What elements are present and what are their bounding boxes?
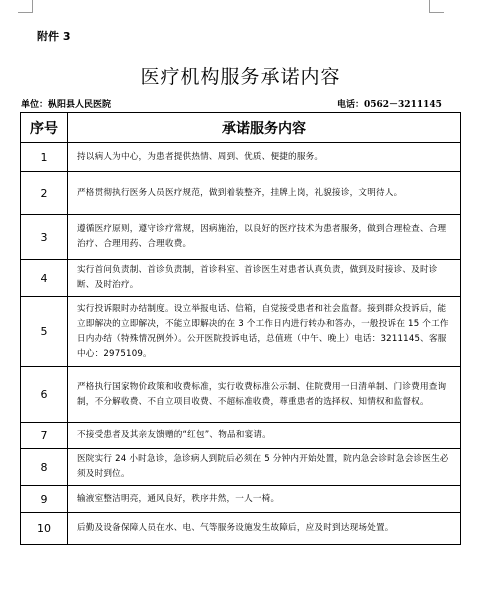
table-row (21, 513, 461, 545)
unit-line: 单位：枞阳县人民医院 (21, 100, 112, 110)
row-content: 输液室整洁明亮，通风良好，秩序井然，一人一椅。 (68, 486, 461, 513)
page-title: 医疗机构服务承诺内容 (140, 66, 341, 88)
row-number: 8 (21, 449, 68, 486)
table-header-row (21, 113, 461, 143)
row-content: 严格贯彻执行医务人员医疗规范，做到着装整齐，挂牌上岗，礼貌接诊，文明待人。 (68, 172, 461, 215)
table-row (21, 486, 461, 513)
table-row (21, 260, 461, 297)
table-row (21, 423, 461, 449)
row-number: 7 (21, 423, 68, 449)
row-number: 5 (21, 297, 68, 367)
row-content: 持以病人为中心，为患者提供热情、周到、优质、便捷的服务。 (68, 143, 461, 172)
row-content: 医院实行 24 小时急诊，急诊病人到院后必须在 5 分钟内开始处置，院内急会诊时急会诊医生必须及时到位。 (68, 449, 461, 486)
row-content: 实行首问负责制、首诊负责制，首诊科室、首诊医生对患者认真负责，做到及时接诊、及时诊断、及时治疗。 (68, 260, 461, 297)
table-row (21, 297, 461, 367)
row-number: 6 (21, 367, 68, 423)
row-number: 1 (21, 143, 68, 172)
row-content: 严格执行国家物价政策和收费标准，实行收费标准公示制、住院费用一日清单制、门诊费用查询制，不分解收费、不自立项目收费、不超标准收费，尊重患者的选择权、知情权和监督权。 (68, 367, 461, 423)
row-content: 后勤及设备保障人员在水、电、气等服务设施发生故障后，应及时到达现场处置。 (68, 513, 461, 545)
row-content: 实行投诉限时办结制度。设立举报电话、信箱，自觉接受患者和社会监督。接到群众投诉后，能立即解决的立即解决，不能立即解决的在 3 个工作日内进行转办和答办，一般投诉在 15 个工作日内办结（特殊情况例外）。公开医院投诉电话，总值班（中午、晚上）电话：3211145、客服中心：2975109。 (68, 297, 461, 367)
column-header-number: 序号 (21, 113, 68, 143)
row-number: 9 (21, 486, 68, 513)
row-number: 10 (21, 513, 68, 545)
row-number: 3 (21, 215, 68, 260)
phone-line: 电话：0562－3211145 (337, 100, 442, 110)
commitment-table (20, 112, 461, 545)
crop-mark-right (429, 0, 444, 13)
table-row (21, 143, 461, 172)
column-header-content: 承诺服务内容 (68, 113, 461, 143)
table-row (21, 172, 461, 215)
table-row (21, 215, 461, 260)
row-number: 2 (21, 172, 68, 215)
table-row (21, 449, 461, 486)
attachment-label: 附件 3 (37, 30, 71, 43)
table-row (21, 367, 461, 423)
crop-mark-left (18, 0, 33, 13)
row-number: 4 (21, 260, 68, 297)
row-content: 不接受患者及其亲友馈赠的“红包”、物品和宴请。 (68, 423, 461, 449)
row-content: 遵循医疗原则，遵守诊疗常规，因病施治，以良好的医疗技术为患者服务，做到合理检查、合理治疗、合理用药、合理收费。 (68, 215, 461, 260)
